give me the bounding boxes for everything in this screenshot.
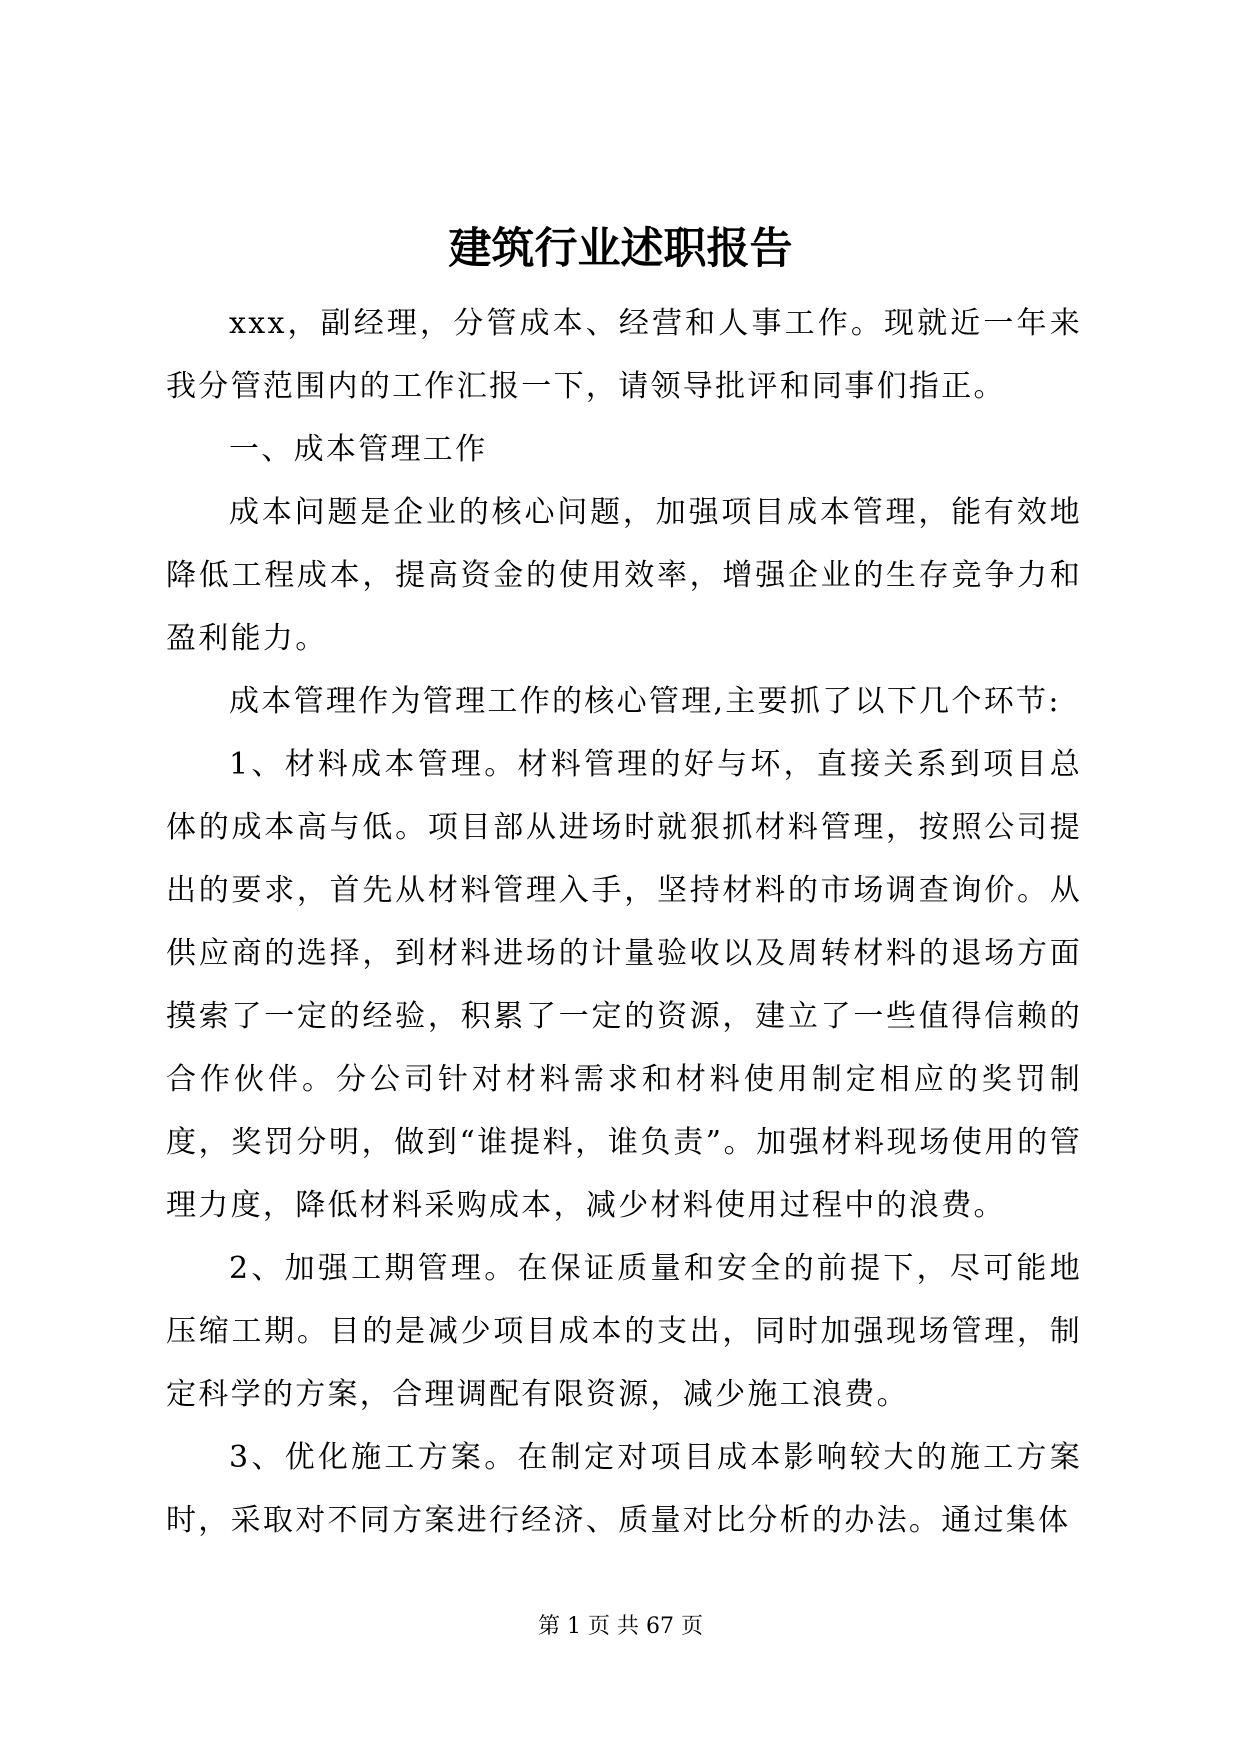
section-heading-cost-management: 一、成本管理工作 bbox=[229, 432, 488, 467]
page-number-footer: 第 1 页 共 67 页 bbox=[538, 1614, 703, 1639]
paragraph-cost-key-links: 成本管理作为管理工作的核心管理,主要抓了以下几个环节: bbox=[229, 684, 1061, 719]
paragraph-schedule-management: 2、加强工期管理。在保证质量和安全的前提下，尽可能地压缩工期。目的是减少项目成本的支出，同时加强现场管理，制定科学的方案，合理调配有限资源，减少施工浪费。 bbox=[166, 1251, 1082, 1412]
document-title: 建筑行业述职报告 bbox=[448, 224, 793, 274]
document-body bbox=[166, 292, 1082, 1552]
paragraph-intro: xxx，副经理，分管成本、经营和人事工作。现就近一年来我分管范围内的工作汇报一下，请领导批评和同事们指正。 bbox=[166, 306, 1082, 404]
paragraph-construction-plan: 3、优化施工方案。在制定对项目成本影响较大的施工方案时，采取对不同方案进行经济、质量对比分析的办法。通过集体 bbox=[166, 1440, 1082, 1538]
paragraph-cost-importance: 成本问题是企业的核心问题，加强项目成本管理，能有效地降低工程成本，提高资金的使用效率，增强企业的生存竞争力和盈利能力。 bbox=[166, 495, 1082, 656]
paragraph-material-cost: 1、材料成本管理。材料管理的好与坏，直接关系到项目总体的成本高与低。项目部从进场时就狠抓材料管理，按照公司提出的要求，首先从材料管理入手，坚持材料的市场调查询价。从供应商的选择，到材料进场的计量验收以及周转材料的退场方面摸索了一定的经验，积累了一定的资源，建立了一些值得信赖的合作伙伴。分公司针对材料需求和材料使用制定相应的奖罚制度，奖罚分明，做到“谁提料，谁负责”。加强材料现场使用的管理力度，降低材料采购成本，减少材料使用过程中的浪费。 bbox=[166, 747, 1082, 1223]
